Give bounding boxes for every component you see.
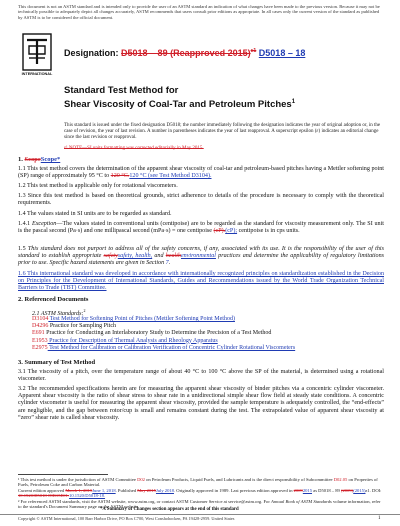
footnote-3-text-2: volume information, refer to the standard's Document Summary page on the ASTM website.	[18, 499, 381, 510]
title-footnote-ref: 1	[291, 98, 296, 105]
p1-5-num: 1.5	[18, 246, 28, 252]
reference-code-d4296[interactable]: D4296	[32, 323, 49, 330]
p1-4-1-new: (cP);	[225, 228, 238, 235]
references-sub-label: 2.1 ASTM Standards:	[32, 311, 84, 317]
reference-code-d3104[interactable]: D3104	[32, 316, 49, 322]
disclaimer-text: This document is not an ASTM standard and is intended only to provide the user of an ASTM standard an indication of what changes have been made to the previous version. Because it may not be technically possible to adequately depict all changes accurately, ASTM recommends that users consult prior editions as appropriate. In all cases only the current version of the standard as published by ASTM is to be considered the official document.	[18, 4, 380, 20]
p1-1-text: 1.1 This test method covers the determination of the apparent shear viscosity of coal-tar and petroleum-based pitches having a Mettler softening point (SP) range of approximately 95 °C to	[18, 166, 384, 180]
footnote-2-old-5: 10.1520/D5018-89R15E01.	[18, 493, 70, 499]
p1-1-old: 120 °C.	[110, 173, 130, 180]
reference-title: Test Method for Calibration or Calibration Verification of Concentric Cylinder Rotational Viscometers	[47, 344, 296, 351]
footnote-2-old-1: March 1, 2015	[65, 488, 93, 493]
paragraph-1-1	[18, 166, 384, 180]
p1-1-new: 120 °C (see Test Method	[129, 173, 192, 180]
p1-5-text-2: practices and determine the applicability of regulatory limitations prior to use. Specific hazard statements are given in Section	[18, 253, 385, 267]
p1-4-1-text: —The values stated in conventional units (centipoise) are to be regarded as the standard for viscosity measurement only. The SI unit is the pascal second (Pa·s) and one millipascal second (mPa·s) = one centipoise	[18, 221, 384, 235]
editorial-note: ε¹ NOTE—SI units formatting was corrected editorially in May 2015.	[64, 146, 204, 151]
footnote-2-old-2: May 2015	[137, 488, 156, 493]
designation-new: D5018 – 18	[258, 48, 306, 58]
scope-heading-number: 1.	[18, 156, 23, 163]
designation-label: Designation:	[64, 48, 119, 58]
p1-4-1-exception: Exception	[31, 221, 57, 227]
paragraph-1-4-1	[18, 221, 384, 235]
footnote-2-new-2: July 2018	[155, 488, 174, 493]
paragraph-3-1: 3.1 The viscosity of a pitch, over the temperature range of about 40 °C to 100 °C above the SP of the material, is determined using a rotational viscometer.	[18, 369, 384, 383]
p1-4-1-end: centipoise is in cps units.	[237, 228, 300, 235]
p1-5-old-2: health	[165, 253, 181, 260]
footnote-3-book: Annual Book of ASTM Standards	[271, 499, 332, 504]
logo-caption: INTERNATIONAL	[21, 72, 53, 76]
footnote-1-text-2: on Petroleum Products, Liquid Fuels, and Lubricants and is the direct responsibility of Subcommittee	[144, 477, 334, 482]
reference-code-e2975[interactable]: E2975	[32, 344, 48, 351]
footnote-2-new-1: June 1, 2018	[92, 488, 116, 493]
copyright-text: Copyright © ASTM International, 100 Barr Harbor Drive, PO Box C700, West Conshohocken, PA 19428-2959. United States	[18, 516, 235, 521]
paragraph-1-4: 1.4 The values stated in SI units are to be regarded as standard.	[18, 211, 172, 217]
footnote-1-text-3: on Properties of Fuels, Petroleum Coke and Carbon Material.	[18, 477, 378, 488]
p1-1-link-d3104[interactable]: D3104	[191, 173, 208, 180]
footnote-2-new-4: (2015)	[353, 488, 366, 493]
footnote-1-link-d0205[interactable]: D02.05	[333, 477, 348, 482]
standard-note: This standard is issued under the fixed designation D5018; the number immediately following the designation indicates the year of original adoption or, in the case of revision, the year of last revision. A number in parentheses indicates the year of last reapproval. A superscript epsilon (ε) indicates an editorial change since the last revision or reapproval.	[64, 123, 381, 140]
footnote-2-old-3: 2009	[293, 488, 303, 493]
reference-title: Practice for Sampling Pitch	[48, 323, 116, 330]
document-title	[64, 85, 295, 110]
paragraph-3-2: 3.2 The recommended specifications herein are for measuring the apparent shear viscosity of binder pitches via a concentric cylinder viscometer. Apparent shear viscosity is the ratio of shear stress to shear rate in a unidirectional simple shear flow field at steady state conditions. A concentric cylinder viscometer is useful for measuring the apparent shear viscosity, provided the sample temperature is adequately controlled, the “end-effects” are negligible, and the gap between rotor/cup is small and remains constant during the test. The extrapolated value of apparent shear viscosity at “zero” shear rate is called shear viscosity.	[18, 386, 384, 421]
footnote-divider	[18, 474, 108, 475]
p1-5-and: and	[152, 253, 166, 260]
p1-5-new-2: environmental	[180, 253, 216, 260]
reference-title: Test Method for Softening Point of Pitches (Mettler Softening Point Method)	[48, 316, 235, 322]
footnote-1-link-d02[interactable]: D02	[137, 477, 145, 482]
paragraph-1-3: 1.3 Since this test method is based on theoretical grounds, strict adherence to details of the procedure is necessary to comply with the theoretical requirements.	[18, 193, 384, 207]
reference-title: Practice for Conducting an Interlaboratory Study to Determine the Precision of a Test Method	[44, 330, 272, 337]
footer-divider	[0, 514, 400, 515]
title-line-2: Shear Viscosity of Coal-Tar and Petroleum Pitches	[64, 98, 292, 110]
paragraph-1-5	[18, 246, 384, 268]
references-sub-footnote: 2	[83, 308, 86, 313]
footnote-1-text: ¹ This test method is under the jurisdiction of ASTM Committee	[18, 477, 138, 482]
p1-5-text: This standard does not purport to address all of the safety concerns, if any, associated with its use. It is the responsibility of the user of this standard to establish appropriate	[18, 246, 384, 260]
designation-old-sup: ε1	[250, 48, 257, 54]
footnote-3-text: ² For referenced ASTM standards, visit the ASTM website, www.astm.org, or contact ASTM Customer Service at service@astm.org. For	[18, 499, 272, 504]
p1-5-end: .	[168, 260, 171, 267]
p1-4-1-num: 1.4.1	[18, 221, 32, 227]
p1-5-link-section-7[interactable]: 7	[165, 260, 169, 267]
footnote-2-text-2: . Published	[115, 488, 138, 493]
references-heading: 2. Referenced Documents	[18, 296, 89, 303]
designation-line	[64, 48, 305, 58]
reference-item	[32, 338, 384, 345]
paragraph-1-6: 1.6 This international standard was developed in accordance with internationally recognized principles on standardization established in the Decision on Principles for the Development of International Standards, Guides and Recommendations issued by the World Trade Organization Technical Barriers to Trade (TBT) Committee.	[18, 271, 384, 292]
reference-item	[32, 330, 384, 337]
footnote-2-text-4: as D5018 – 89	[312, 488, 341, 493]
footnote-2-text: Current edition approved	[18, 488, 66, 493]
footnote-2-new-3: 2015	[302, 488, 313, 493]
reference-code-e691[interactable]: E691	[32, 330, 45, 337]
footnote-2-text-3: . Originally approved in 1989. Last previous edition approved in	[173, 488, 294, 493]
summary-heading: 3. Summary of Test Method	[18, 359, 96, 366]
footnote-2-text-5: ε1. DOI:	[365, 488, 382, 493]
summary-of-changes-note: *A Summary of Changes section appears at the end of this standard	[100, 507, 239, 512]
designation-old: D5018 – 89 (Reapproved 2015)	[121, 48, 251, 58]
paragraph-1-2: 1.2 This test method is applicable only for rotational viscometers.	[18, 183, 178, 189]
p1-1-end: ).	[207, 173, 212, 180]
footnote-2-new-5: 10.1520/D5018-18.	[69, 493, 106, 499]
scope-heading-new: Scope*	[40, 156, 61, 163]
footnote-2	[18, 488, 384, 499]
p1-5-new-1: safety, health,	[117, 253, 153, 260]
scope-heading	[18, 156, 60, 163]
scope-heading-old: Scope	[24, 156, 41, 163]
footnote-2-old-4: (2009)	[340, 488, 354, 493]
title-line-1: Standard Test Method for	[64, 85, 179, 96]
reference-code-e1953[interactable]: E1953	[32, 337, 48, 344]
reference-item	[32, 345, 384, 352]
reference-title: Practice for Description of Thermal Analysis and Rheology Apparatus	[47, 337, 218, 344]
astm-logo	[18, 32, 56, 80]
p1-5-old-1: safety	[103, 253, 118, 260]
p1-4-1-old: (cP).	[213, 228, 226, 235]
references-list	[32, 316, 384, 352]
page-number: 1	[378, 516, 381, 521]
footnote-1	[18, 477, 384, 488]
